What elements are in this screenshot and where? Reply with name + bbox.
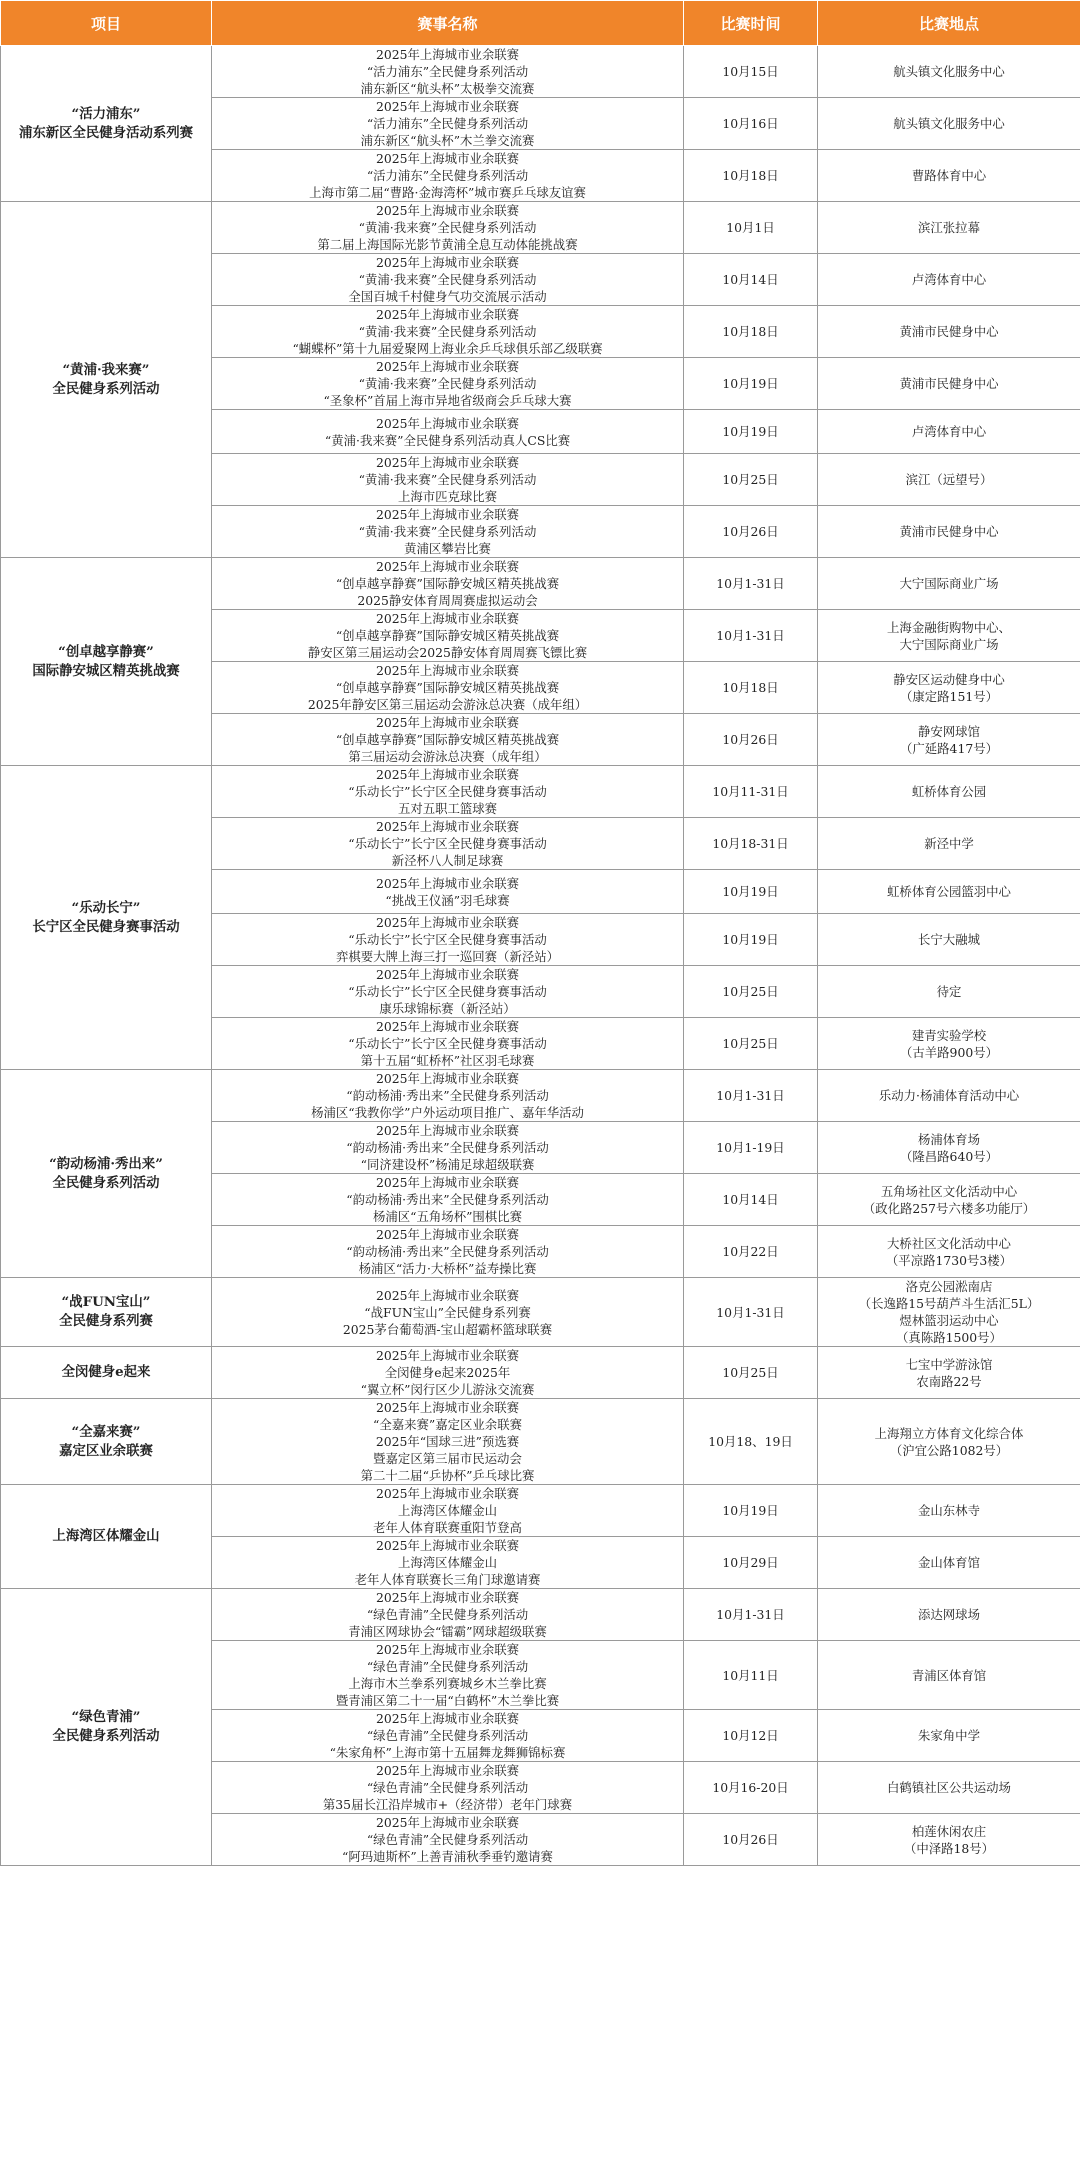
text-line: “活力浦东”: [71, 105, 141, 122]
text-line: 2025年上海城市业余联赛: [375, 915, 520, 930]
event-name-cell: [212, 1641, 684, 1710]
event-name-cell: [212, 1070, 684, 1122]
event-name-cell: [212, 254, 684, 306]
text-line: （真陈路1500号）: [896, 1330, 1002, 1345]
project-cell: [1, 202, 212, 558]
text-line: 杨浦区“我教你学”户外运动项目推广、嘉年华活动: [311, 1105, 584, 1120]
event-time-cell: 10月14日: [684, 1174, 818, 1226]
text-line: 2025年上海城市业余联赛: [375, 875, 520, 891]
text-line: 2025年上海城市业余联赛: [375, 663, 520, 678]
venue-cell: [818, 558, 1080, 610]
venue-cell: [818, 1174, 1080, 1226]
text-line: 浦东新区全民健身活动系列赛: [18, 124, 194, 141]
venue-cell: [818, 454, 1080, 506]
text-line: 滨江张拉幕: [918, 220, 980, 235]
text-line: 2025年上海城市业余联赛: [375, 1538, 520, 1553]
table-row: [1, 1070, 1080, 1122]
header-project: 项目: [1, 1, 212, 46]
text-line: 2025年上海城市业余联赛: [375, 203, 520, 218]
text-line: 静安网球馆: [918, 723, 980, 739]
text-line: 弈棋要大牌上海三打一巡回赛（新泾站）: [335, 949, 560, 964]
text-line: “黄浦·我来赛”全民健身系列活动: [358, 376, 537, 391]
text-line: 2025年上海城市业余联赛: [375, 507, 520, 522]
event-time-cell: 10月18日: [684, 306, 818, 358]
venue-cell: [818, 1226, 1080, 1278]
table-row: [1, 202, 1080, 254]
event-time-cell: 10月16-20日: [684, 1762, 818, 1814]
text-line: “绿色青浦”全民健身系列活动: [366, 1607, 529, 1622]
text-line: “创卓越享静赛”: [58, 643, 154, 660]
text-line: “创卓越享静赛”国际静安城区精英挑战赛: [335, 680, 560, 695]
venue-cell: [818, 358, 1080, 410]
project-cell: [1, 558, 212, 766]
text-line: 2025年上海城市业余联赛: [375, 455, 520, 470]
text-line: 卢湾体育中心: [911, 424, 987, 439]
text-line: 2025年上海城市业余联赛: [375, 1642, 520, 1657]
text-line: 上海湾区体耀金山: [52, 1528, 160, 1544]
event-name-cell: [212, 1278, 684, 1347]
event-time-cell: 10月25日: [684, 454, 818, 506]
text-line: 农南路22号: [916, 1373, 982, 1389]
text-line: 2025年上海城市业余联赛: [375, 359, 520, 374]
text-line: “绿色青浦”全民健身系列活动: [366, 1832, 529, 1847]
venue-cell: [818, 914, 1080, 966]
text-line: 2025年上海城市业余联赛: [375, 715, 520, 730]
text-line: 大宁国际商业广场: [899, 576, 999, 591]
event-time-cell: 10月25日: [684, 966, 818, 1018]
venue-cell: [818, 1122, 1080, 1174]
event-time-cell: 10月19日: [684, 1485, 818, 1537]
venue-cell: [818, 1710, 1080, 1762]
event-name-cell: [212, 714, 684, 766]
event-time-cell: 10月18日: [684, 662, 818, 714]
text-line: “黄浦·我来赛”全民健身系列活动: [358, 524, 537, 539]
text-line: 虹桥体育公园: [911, 784, 987, 799]
venue-cell: [818, 1018, 1080, 1070]
venue-cell: [818, 1485, 1080, 1537]
text-line: 黄浦市民健身中心: [899, 376, 999, 391]
text-line: 2025年上海城市业余联赛: [375, 99, 520, 114]
text-line: 第十五届“虹桥杯”社区羽毛球赛: [360, 1053, 535, 1068]
text-line: 康乐球锦标赛（新泾站）: [379, 1001, 516, 1016]
event-time-cell: 10月25日: [684, 1018, 818, 1070]
text-line: “活力浦东”全民健身系列活动: [366, 116, 529, 131]
text-line: 静安区运动健身中心: [893, 671, 1005, 687]
project-cell: [1, 1589, 212, 1866]
venue-cell: [818, 46, 1080, 98]
text-line: 卢湾体育中心: [911, 272, 987, 287]
text-line: 2025年“国球三进”预选赛: [375, 1434, 520, 1449]
event-name-cell: [212, 766, 684, 818]
text-line: 黄浦市民健身中心: [899, 324, 999, 339]
event-time-cell: 10月1-31日: [684, 1070, 818, 1122]
venue-cell: [818, 98, 1080, 150]
venue-cell: [818, 1399, 1080, 1485]
event-time-cell: 10月18、19日: [684, 1399, 818, 1485]
venue-cell: [818, 870, 1080, 914]
text-line: 大桥社区文化活动中心: [887, 1235, 1011, 1251]
text-line: 老年人体育联赛重阳节登高: [373, 1520, 522, 1535]
text-line: 杨浦体育场: [918, 1131, 980, 1147]
text-line: 待定: [936, 984, 962, 999]
table-row: [1, 46, 1080, 98]
text-line: 金山体育馆: [918, 1555, 980, 1570]
event-time-cell: 10月1-19日: [684, 1122, 818, 1174]
header-event-time: 比赛时间: [684, 1, 818, 46]
event-name-cell: [212, 1537, 684, 1589]
text-line: 2025年上海城市业余联赛: [375, 819, 520, 834]
venue-cell: [818, 766, 1080, 818]
event-name-cell: [212, 1399, 684, 1485]
event-name-cell: [212, 1226, 684, 1278]
event-time-cell: 10月22日: [684, 1226, 818, 1278]
event-name-cell: [212, 1485, 684, 1537]
text-line: “乐动长宁”: [71, 899, 141, 916]
text-line: 煜林篮羽运动中心: [899, 1313, 999, 1328]
text-line: 青浦区体育馆: [911, 1667, 987, 1683]
text-line: （平凉路1730号3楼）: [885, 1252, 1013, 1268]
text-line: 2025年上海城市业余联赛: [375, 1711, 520, 1726]
header-venue: 比赛地点: [818, 1, 1080, 46]
text-line: （长逸路15号葫芦斗生活汇5L）: [858, 1296, 1040, 1311]
event-time-cell: 10月1日: [684, 202, 818, 254]
venue-cell: [818, 662, 1080, 714]
venue-cell: [818, 1641, 1080, 1710]
text-line: 乐动力·杨浦体育活动中心: [878, 1088, 1020, 1103]
text-line: “韵动杨浦·秀出来”全民健身系列活动: [346, 1244, 549, 1259]
text-line: 2025年上海城市业余联赛: [375, 1071, 520, 1086]
text-line: 虹桥体育公园篮羽中心: [887, 884, 1011, 899]
event-name-cell: [212, 306, 684, 358]
venue-cell: [818, 150, 1080, 202]
text-line: 上海市匹克球比赛: [397, 489, 498, 504]
text-line: “活力浦东”全民健身系列活动: [366, 64, 529, 79]
text-line: 暨青浦区第二十一届“白鹤杯”木兰拳比赛: [335, 1693, 560, 1708]
text-line: “创卓越享静赛”国际静安城区精英挑战赛: [335, 628, 560, 643]
event-name-cell: [212, 150, 684, 202]
text-line: 黄浦区攀岩比赛: [404, 541, 491, 556]
venue-cell: [818, 1070, 1080, 1122]
project-cell: [1, 46, 212, 202]
event-name-cell: [212, 1347, 684, 1399]
text-line: 全民健身系列赛: [59, 1313, 153, 1329]
event-time-cell: 10月16日: [684, 98, 818, 150]
table-row: [1, 1485, 1080, 1537]
event-name-cell: [212, 1762, 684, 1814]
text-line: 2025年上海城市业余联赛: [375, 1763, 520, 1778]
text-line: 黄浦市民健身中心: [899, 524, 999, 539]
text-line: 第三届运动会游泳总决赛（成年组）: [348, 749, 547, 764]
venue-cell: [818, 714, 1080, 766]
event-time-cell: 10月29日: [684, 1537, 818, 1589]
event-name-cell: [212, 818, 684, 870]
text-line: “乐动长宁”长宁区全民健身赛事活动: [348, 1036, 547, 1051]
text-line: 2025年上海城市业余联赛: [375, 47, 520, 62]
text-line: （沪宜公路1082号）: [889, 1442, 1009, 1458]
event-name-cell: [212, 410, 684, 454]
event-time-cell: 10月14日: [684, 254, 818, 306]
table-row: [1, 558, 1080, 610]
event-time-cell: 10月18-31日: [684, 818, 818, 870]
text-line: 2025年上海城市业余联赛: [375, 151, 520, 166]
text-line: 浦东新区“航头杯”太极拳交流赛: [360, 81, 535, 96]
text-line: 新泾中学: [924, 836, 974, 851]
text-line: 2025年上海城市业余联赛: [375, 767, 520, 782]
event-time-cell: 10月1-31日: [684, 610, 818, 662]
event-name-cell: [212, 914, 684, 966]
text-line: “朱家角杯”上海市第十五届舞龙舞狮锦标赛: [329, 1745, 566, 1760]
text-line: “创卓越享静赛”国际静安城区精英挑战赛: [335, 732, 560, 747]
text-line: 2025年上海城市业余联赛: [375, 307, 520, 322]
text-line: 青浦区网球协会“镭霸”网球超级联赛: [348, 1624, 547, 1639]
event-name-cell: [212, 1018, 684, 1070]
text-line: 全闵健身e起来2025年: [384, 1365, 511, 1380]
venue-cell: [818, 306, 1080, 358]
text-line: 2025年上海城市业余联赛: [375, 611, 520, 626]
event-time-cell: 10月1-31日: [684, 558, 818, 610]
project-cell: [1, 1347, 212, 1399]
project-cell: [1, 1070, 212, 1278]
text-line: 曹路体育中心: [911, 168, 987, 183]
venue-cell: [818, 1814, 1080, 1866]
venue-cell: [818, 202, 1080, 254]
event-name-cell: [212, 454, 684, 506]
venue-cell: [818, 254, 1080, 306]
text-line: 2025年上海城市业余联赛: [375, 415, 520, 431]
text-line: 全闵健身e起来: [61, 1364, 151, 1380]
event-time-cell: 10月26日: [684, 506, 818, 558]
text-line: 新泾杯八人制足球赛: [391, 853, 504, 868]
text-line: “挑战王仪涵”羽毛球赛: [385, 892, 510, 908]
event-name-cell: [212, 98, 684, 150]
text-line: 2025年上海城市业余联赛: [375, 1019, 520, 1034]
text-line: （古羊路900号）: [900, 1044, 998, 1060]
text-line: 第35届长江沿岸城市+（经济带）老年门球赛: [322, 1797, 573, 1812]
venue-cell: [818, 1537, 1080, 1589]
event-name-cell: [212, 870, 684, 914]
event-name-cell: [212, 506, 684, 558]
table-body: [1, 46, 1080, 1866]
text-line: 2025年上海城市业余联赛: [375, 1815, 520, 1830]
text-line: 2025年上海城市业余联赛: [375, 255, 520, 270]
text-line: 洛克公园淞南店: [905, 1279, 993, 1294]
text-line: 大宁国际商业广场: [899, 636, 999, 652]
text-line: （广延路417号）: [900, 740, 998, 756]
event-time-cell: 10月11-31日: [684, 766, 818, 818]
table-row: [1, 766, 1080, 818]
text-line: （政化路257号六楼多功能厅）: [862, 1200, 1036, 1216]
event-time-cell: 10月19日: [684, 870, 818, 914]
text-line: 金山东林寺: [918, 1503, 980, 1518]
event-time-cell: 10月15日: [684, 46, 818, 98]
text-line: 全国百城千村健身气功交流展示活动: [348, 289, 547, 304]
venue-cell: [818, 506, 1080, 558]
text-line: “韵动杨浦·秀出来”全民健身系列活动: [346, 1192, 549, 1207]
event-name-cell: [212, 1174, 684, 1226]
text-line: 2025年上海城市业余联赛: [375, 1486, 520, 1501]
event-time-cell: 10月26日: [684, 1814, 818, 1866]
text-line: “阿玛迪斯杯”上善青浦秋季垂钓邀请赛: [342, 1849, 553, 1864]
text-line: “黄浦·我来赛”全民健身系列活动: [358, 272, 537, 287]
text-line: 老年人体育联赛长三角门球邀请赛: [354, 1572, 541, 1587]
text-line: 上海市木兰拳系列赛城乡木兰拳比赛: [348, 1676, 547, 1691]
text-line: （康定路151号）: [900, 688, 998, 704]
text-line: “韵动杨浦·秀出来”全民健身系列活动: [346, 1088, 549, 1103]
text-line: “圣象杯”首届上海市异地省级商会乒乓球大赛: [323, 393, 572, 408]
event-name-cell: [212, 1122, 684, 1174]
text-line: 2025年上海城市业余联赛: [375, 1175, 520, 1190]
event-name-cell: [212, 610, 684, 662]
text-line: 第二十二届“乒协杯”乒乓球比赛: [360, 1468, 535, 1483]
text-line: 长宁区全民健身赛事活动: [32, 918, 180, 935]
event-name-cell: [212, 1710, 684, 1762]
text-line: 全民健身系列活动: [52, 380, 160, 397]
text-line: “创卓越享静赛”国际静安城区精英挑战赛: [335, 576, 560, 591]
text-line: “黄浦·我来赛”全民健身系列活动: [358, 220, 537, 235]
text-line: “黄浦·我来赛”全民健身系列活动: [358, 472, 537, 487]
text-line: 上海翔立方体育文化综合体: [874, 1425, 1024, 1441]
text-line: 添达网球场: [918, 1607, 980, 1622]
text-line: 滨江（远望号）: [905, 472, 993, 487]
event-time-cell: 10月12日: [684, 1710, 818, 1762]
text-line: 五角场社区文化活动中心: [880, 1183, 1018, 1199]
event-time-cell: 10月19日: [684, 410, 818, 454]
venue-cell: [818, 1278, 1080, 1347]
text-line: 白鹤镇社区公共运动场: [887, 1780, 1011, 1795]
text-line: 2025年上海城市业余联赛: [375, 559, 520, 574]
text-line: 第二届上海国际光影节黄浦全息互动体能挑战赛: [317, 237, 578, 252]
venue-cell: [818, 966, 1080, 1018]
text-line: 2025年上海城市业余联赛: [375, 1348, 520, 1363]
table-row: [1, 1278, 1080, 1347]
text-line: 静安区第三届运动会2025静安体育周周赛飞镖比赛: [307, 645, 588, 660]
event-time-cell: 10月19日: [684, 914, 818, 966]
text-line: 五对五职工篮球赛: [397, 801, 498, 816]
text-line: “韵动杨浦·秀出来”全民健身系列活动: [346, 1140, 549, 1155]
text-line: 国际静安城区精英挑战赛: [32, 662, 180, 679]
text-line: 航头镇文化服务中心: [893, 64, 1005, 79]
text-line: “黄浦·我来赛”全民健身系列活动真人CS比赛: [324, 432, 571, 448]
text-line: “韵动杨浦·秀出来”: [49, 1155, 163, 1172]
event-time-cell: 10月11日: [684, 1641, 818, 1710]
event-name-cell: [212, 1814, 684, 1866]
table-row: [1, 1347, 1080, 1399]
project-cell: [1, 1399, 212, 1485]
text-line: “战FUN宝山”: [61, 1294, 151, 1310]
table-header-row: [1, 1, 1080, 46]
event-name-cell: [212, 558, 684, 610]
event-time-cell: 10月1-31日: [684, 1278, 818, 1347]
table-row: [1, 1589, 1080, 1641]
text-line: 长宁大融城: [918, 932, 980, 947]
project-cell: [1, 1485, 212, 1589]
venue-cell: [818, 1589, 1080, 1641]
event-name-cell: [212, 662, 684, 714]
text-line: “绿色青浦”全民健身系列活动: [366, 1659, 529, 1674]
event-name-cell: [212, 1589, 684, 1641]
text-line: 2025静安体育周周赛虚拟运动会: [357, 593, 538, 608]
venue-cell: [818, 818, 1080, 870]
text-line: “绿色青浦”全民健身系列活动: [366, 1780, 529, 1795]
event-time-cell: 10月19日: [684, 358, 818, 410]
text-line: 2025年上海城市业余联赛: [375, 1400, 520, 1415]
text-line: 杨浦区“活力·大桥杯”益寿操比赛: [358, 1261, 537, 1276]
text-line: “蝴蝶杯”第十九届爱聚网上海业余乒乓球俱乐部乙级联赛: [292, 341, 603, 356]
project-cell: [1, 766, 212, 1070]
event-time-cell: 10月25日: [684, 1347, 818, 1399]
text-line: 建青实验学校: [911, 1027, 987, 1043]
text-line: “同济建设杯”杨浦足球超级联赛: [360, 1157, 535, 1172]
event-name-cell: [212, 46, 684, 98]
text-line: （中泽路18号）: [903, 1840, 995, 1856]
event-time-cell: 10月1-31日: [684, 1589, 818, 1641]
venue-cell: [818, 1347, 1080, 1399]
table-row: [1, 1399, 1080, 1485]
header-event-name: 赛事名称: [212, 1, 684, 46]
text-line: “绿色青浦”全民健身系列活动: [366, 1728, 529, 1743]
text-line: 全民健身系列活动: [52, 1728, 160, 1744]
text-line: “翼立杯”闵行区少儿游泳交流赛: [360, 1382, 535, 1397]
text-line: 2025茅台葡萄酒-宝山超霸杯篮球联赛: [342, 1321, 553, 1337]
text-line: 航头镇文化服务中心: [893, 116, 1005, 131]
venue-cell: [818, 610, 1080, 662]
text-line: 七宝中学游泳馆: [905, 1356, 993, 1372]
text-line: “活力浦东”全民健身系列活动: [366, 168, 529, 183]
venue-cell: [818, 1762, 1080, 1814]
text-line: “乐动长宁”长宁区全民健身赛事活动: [348, 836, 547, 851]
text-line: 2025年静安区第三届运动会游泳总决赛（成年组）: [307, 697, 588, 712]
venue-cell: [818, 410, 1080, 454]
text-line: 2025年上海城市业余联赛: [375, 967, 520, 982]
text-line: （隆昌路640号）: [900, 1148, 998, 1164]
text-line: 上海市第二届“曹路·金海湾杯”城市赛乒乓球友谊赛: [309, 185, 586, 200]
text-line: 上海湾区体耀金山: [397, 1555, 498, 1570]
text-line: 柏莲休闲农庄: [911, 1823, 987, 1839]
text-line: 暨嘉定区第三届市民运动会: [373, 1451, 522, 1466]
text-line: “乐动长宁”长宁区全民健身赛事活动: [348, 984, 547, 999]
text-line: 上海金融街购物中心、: [887, 619, 1011, 635]
text-line: 嘉定区业余联赛: [59, 1442, 153, 1459]
project-cell: [1, 1278, 212, 1347]
text-line: 全民健身系列活动: [52, 1174, 160, 1191]
text-line: “全嘉来赛”嘉定区业余联赛: [373, 1417, 522, 1432]
text-line: 2025年上海城市业余联赛: [375, 1590, 520, 1605]
text-line: 上海湾区体耀金山: [397, 1503, 498, 1518]
text-line: “黄浦·我来赛”: [62, 361, 150, 378]
event-time-cell: 10月26日: [684, 714, 818, 766]
event-name-cell: [212, 966, 684, 1018]
text-line: “黄浦·我来赛”全民健身系列活动: [358, 324, 537, 339]
text-line: “战FUN宝山”全民健身系列赛: [364, 1304, 531, 1320]
event-time-cell: 10月18日: [684, 150, 818, 202]
text-line: “绿色青浦”: [71, 1709, 141, 1725]
text-line: 朱家角中学: [918, 1728, 980, 1743]
text-line: “乐动长宁”长宁区全民健身赛事活动: [348, 932, 547, 947]
text-line: 2025年上海城市业余联赛: [375, 1123, 520, 1138]
text-line: “全嘉来赛”: [71, 1423, 141, 1440]
text-line: 杨浦区“五角场杯”围棋比赛: [373, 1209, 522, 1224]
text-line: 浦东新区“航头杯”木兰拳交流赛: [360, 133, 535, 148]
text-line: 2025年上海城市业余联赛: [375, 1227, 520, 1242]
text-line: 2025年上海城市业余联赛: [375, 1287, 520, 1303]
text-line: “乐动长宁”长宁区全民健身赛事活动: [348, 784, 547, 799]
event-name-cell: [212, 202, 684, 254]
event-name-cell: [212, 358, 684, 410]
